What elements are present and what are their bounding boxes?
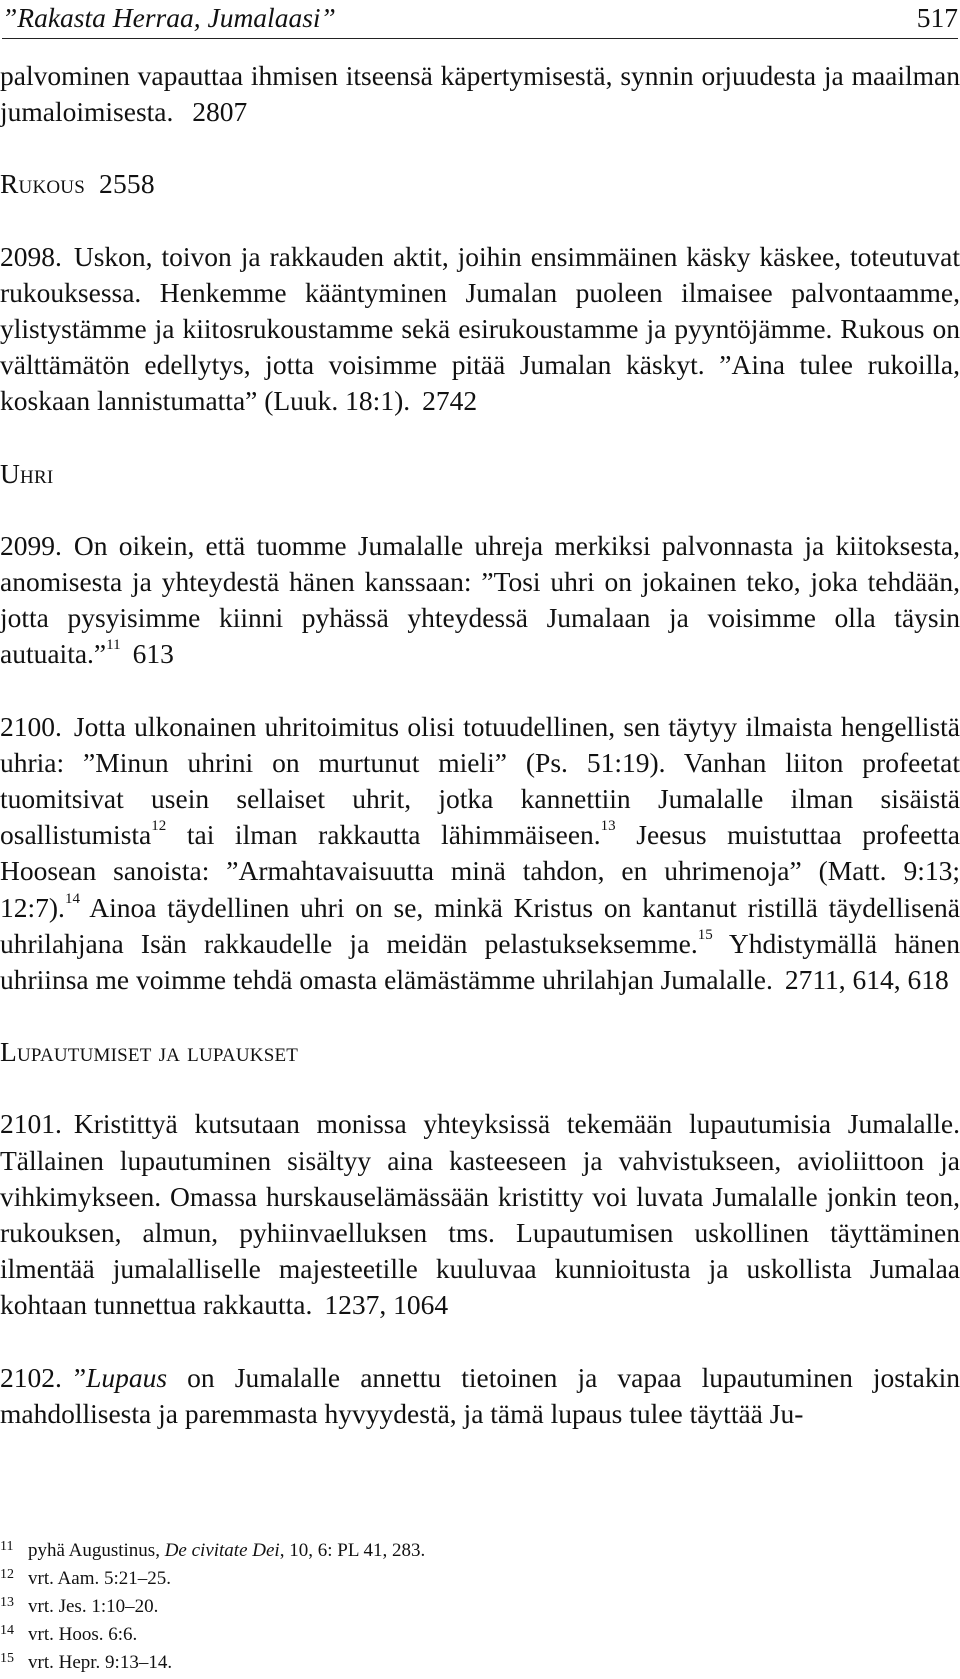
footnote <box>0 1537 960 1565</box>
footnote-number: 12 <box>0 1567 14 1582</box>
page-number: 517 <box>916 2 958 33</box>
heading-text: Uhri <box>0 457 54 489</box>
heading-text: Rukous <box>0 168 85 200</box>
footnote-text: vrt. Aam. 5:21–25. <box>28 1568 172 1589</box>
footnote <box>0 1621 960 1649</box>
footnote-text: vrt. Hepr. 9:13–14. <box>28 1652 173 1673</box>
footnote-marker[interactable]: 13 <box>600 818 616 835</box>
footnote <box>0 1565 960 1593</box>
paragraph-text: Yhdistymällä hänen uhriinsa me voimme tehdä omasta elämästämme uhrilahjan Jumalalle. <box>0 927 960 996</box>
paragraph-2099 <box>0 528 960 673</box>
intro-paragraph <box>0 58 960 130</box>
section-heading-uhri <box>0 456 960 492</box>
footnote-number: 15 <box>0 1651 14 1666</box>
paragraph-text: tai ilman rakkautta lähimmäiseen. <box>166 819 601 851</box>
intro-text: palvominen vapauttaa ihmisen itseensä käpertymisestä, synnin orjuudesta ja maailman jumaloimisesta. <box>0 60 960 128</box>
heading-text: Lupautumiset ja lupaukset <box>0 1036 299 1068</box>
paragraph-2100 <box>0 709 960 999</box>
paragraph-number: 2100. <box>0 710 62 742</box>
quote-mark: ” <box>73 1361 87 1393</box>
paragraph-text: Ainoa täydellinen uhri on se, minkä Kristus on kantanut ristillä täydellisenä uhrilahjana Isän rakkaudelle ja meidän pelastukseksemme. <box>0 891 960 959</box>
paragraph-text: Uskon, toivon ja rakkauden aktit, joihin ensimmäinen käsky käskee, toteutuvat rukouksessa. Henkemme kääntyminen Jumalan puoleen ilmaisee palvontaamme, ylistystämme ja kiitosrukoustamme sekä esirukoustamme ja pyyntöjämme. Rukous on välttämätön edellytys, jotta voisimme pitää Jumalan käskyt. ”Aina tulee rukoilla, koskaan lannistumatta” (Luuk. 18:1). <box>0 240 960 417</box>
paragraph-text: Jotta ulkonainen uhritoimitus olisi totuudellinen, sen täytyy ilmaista hengellistä uhria: ”Minun uhrini on murtunut mieli” (Ps. 51:19). Vanhan liiton profeetat tuomitsivat usein sellaiset uhrit, jotka kannettiin Jumalalle ilman sisäistä osallistumista <box>0 710 960 851</box>
paragraph-number: 2098. <box>0 240 62 272</box>
paragraph-2101 <box>0 1106 960 1323</box>
section-heading-rukous <box>0 166 960 202</box>
cross-reference: 2558 <box>99 168 155 200</box>
paragraph-text: on Jumalalle annettu tietoinen ja vapaa lupautuminen jostakin mahdollisesta ja paremmasta hyvyydestä, ja tämä lupaus tulee täyttää Ju- <box>0 1361 960 1429</box>
footnote-text: vrt. Jes. 1:10–20. <box>28 1596 159 1617</box>
footnote-number: 13 <box>0 1595 14 1610</box>
footnote <box>0 1593 960 1621</box>
footnote-number: 14 <box>0 1623 14 1638</box>
running-header <box>2 2 958 39</box>
footnotes <box>0 1537 960 1677</box>
footnote-marker[interactable]: 12 <box>151 818 167 835</box>
footnote-marker[interactable]: 11 <box>106 637 121 654</box>
section-heading-lupaukset <box>0 1034 960 1070</box>
paragraph-text: On oikein, että tuomme Jumalalle uhreja merkiksi palvonnasta ja kiitoksesta, anomisesta ja yhteydestä hänen kanssaan: ”Tosi uhri on jokainen teko, joka tehdään, jotta pysyisimme kiinni pyhässä yhteydessä Jumalaan ja voisimme olla täysin autuaita.” <box>0 529 960 670</box>
footnote-text <box>28 1537 960 1565</box>
paragraph-2102 <box>0 1360 960 1432</box>
cross-reference: 2742 <box>422 385 478 417</box>
running-title: ”Rakasta Herraa, Jumalaasi” <box>2 2 336 33</box>
footnote <box>0 1649 960 1677</box>
paragraph-number: 2102. <box>0 1361 62 1393</box>
cross-reference: 2807 <box>192 96 248 128</box>
footnote-text-part: pyhä Augustinus, <box>28 1540 165 1561</box>
footnote-title: De civitate Dei <box>164 1540 280 1561</box>
paragraph-number: 2099. <box>0 529 62 561</box>
footnote-marker[interactable]: 14 <box>64 890 80 907</box>
paragraph-2098 <box>0 239 960 420</box>
paragraph-number: 2101. <box>0 1108 62 1140</box>
footnote-marker[interactable]: 15 <box>697 926 713 943</box>
footnote-text-part: , 10, 6: PL 41, 283. <box>279 1540 426 1561</box>
body-text <box>0 58 960 1468</box>
cross-reference: 613 <box>132 638 174 670</box>
cross-reference: 2711, 614, 618 <box>784 964 949 996</box>
defined-term: Lupaus <box>86 1361 168 1393</box>
paragraph-text: Jeesus muistuttaa profeetta Hoosean sanoista: ”Armahtavaisuutta minä tahdon, en uhrimenoja” (Matt. 9:13; 12:7). <box>0 819 960 923</box>
cross-reference: 1237, 1064 <box>324 1289 449 1321</box>
footnote-number: 11 <box>0 1539 14 1554</box>
footnote-text: vrt. Hoos. 6:6. <box>28 1624 138 1645</box>
paragraph-text: Kristittyä kutsutaan monissa yhteyksissä tekemään lupautumisia Jumalalle. Tällainen lupautuminen sisältyy aina kasteeseen ja vahvistukseen, avioliittoon ja vihkimykseen. Omassa hurskauselämässään kristitty voi luvata Jumalalle jonkin teon, rukouksen, almun, pyhiinvaelluksen tms. Lupautumisen uskollinen täyttäminen ilmentää jumalalliselle majesteetille kuuluvaa kunnioitusta ja uskollista Jumalaa kohtaan tunnettua rakkautta. <box>0 1108 960 1321</box>
